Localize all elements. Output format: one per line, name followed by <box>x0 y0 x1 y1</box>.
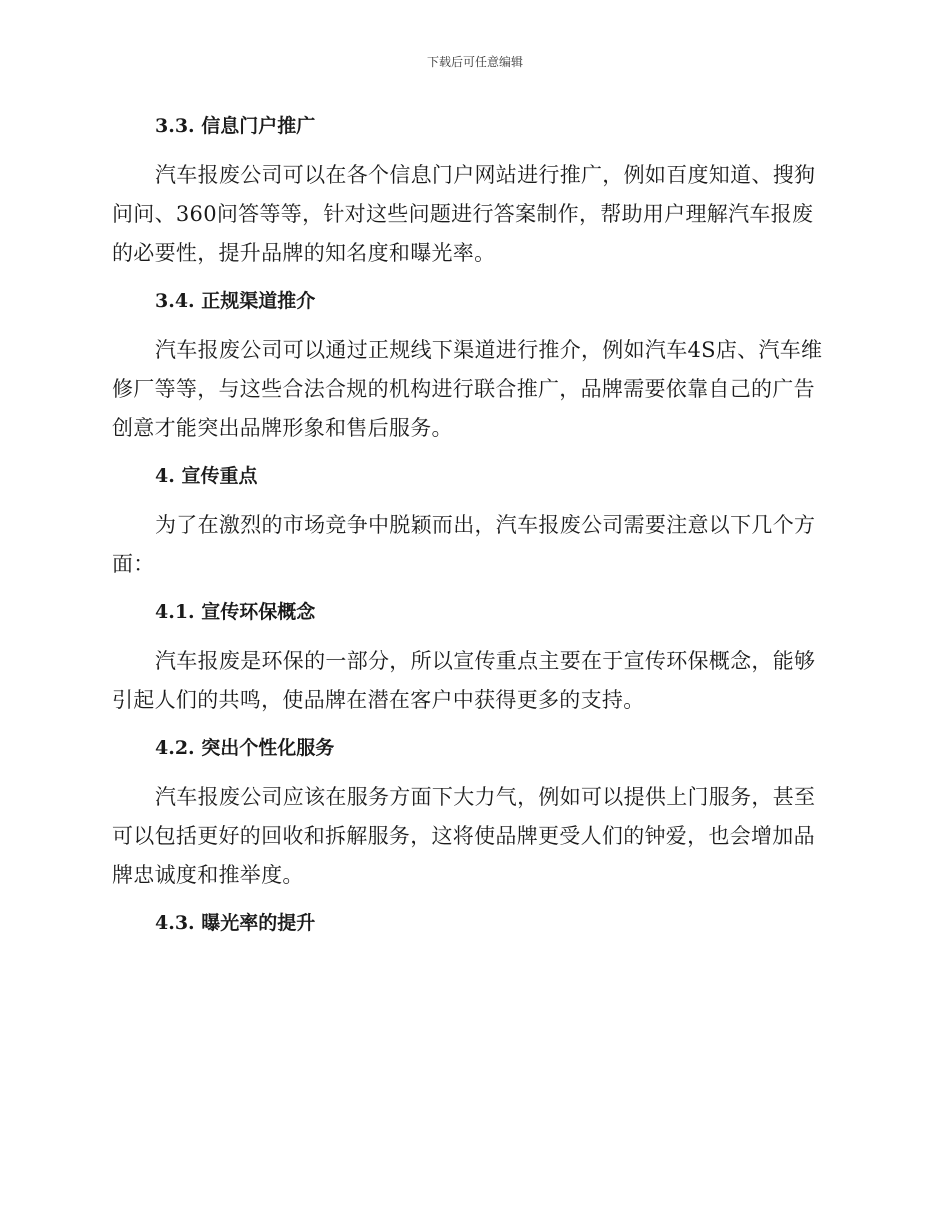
section-heading-4: 4. 宣传重点 <box>155 465 258 487</box>
section-heading-4-2: 4.2. 突出个性化服务 <box>155 737 335 759</box>
section-paragraph-4-1: 汽车报废是环保的一部分，所以宣传重点主要在于宣传环保概念，能够引起人们的共鸣，使品牌在潜在客户中获得更多的支持。 <box>112 649 816 712</box>
section-paragraph-4-2: 汽车报废公司应该在服务方面下大力气，例如可以提供上门服务，甚至可以包括更好的回收和拆解服务，这将使品牌更受人们的钟爱，也会增加品牌忠诚度和推举度。 <box>112 785 816 887</box>
section-heading-3-4: 3.4. 正规渠道推介 <box>155 290 316 312</box>
section-heading-4-3: 4.3. 曝光率的提升 <box>155 912 316 934</box>
section-heading-3-3: 3.3. 信息门户推广 <box>155 115 316 137</box>
section-paragraph-4: 为了在激烈的市场竞争中脱颖而出，汽车报废公司需要注意以下几个方面： <box>112 513 816 576</box>
document-body <box>112 110 832 939</box>
section-paragraph-3-4: 汽车报废公司可以通过正规线下渠道进行推介，例如汽车4S店、汽车维修厂等等，与这些合法合规的机构进行联合推广，品牌需要依靠自己的广告创意才能突出品牌形象和售后服务。 <box>112 338 823 440</box>
section-heading-4-1: 4.1. 宣传环保概念 <box>155 601 316 623</box>
section-paragraph-3-3: 汽车报废公司可以在各个信息门户网站进行推广，例如百度知道、搜狗问问、360问答等等，针对这些问题进行答案制作，帮助用户理解汽车报废的必要性，提升品牌的知名度和曝光率。 <box>112 163 816 265</box>
page-header-note: 下载后可任意编辑 <box>426 55 523 69</box>
